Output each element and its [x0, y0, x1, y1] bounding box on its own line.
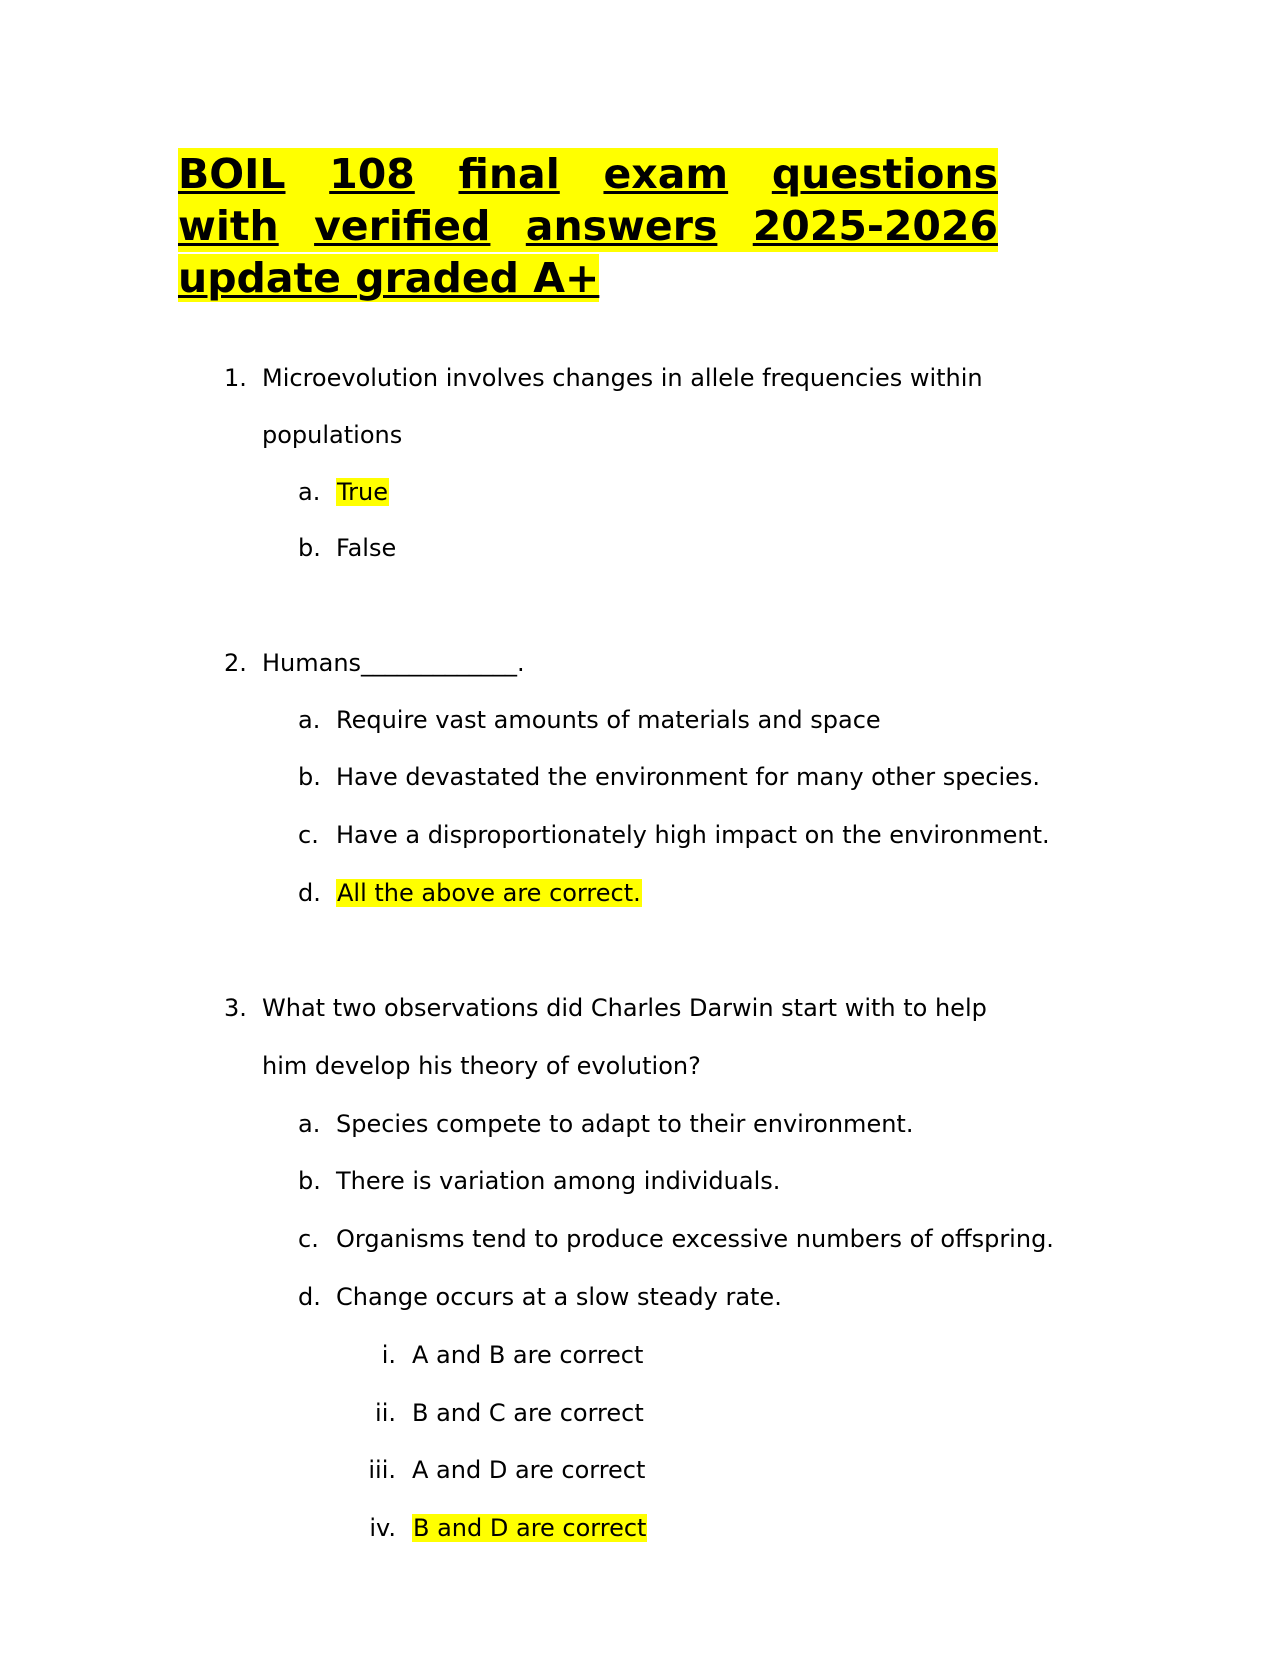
title-line-2	[178, 200, 998, 252]
option-text: False	[336, 534, 397, 562]
option-letter: b.	[298, 1167, 321, 1195]
suboption-text: B and C are correct	[412, 1399, 644, 1427]
suboption-numeral: iii.	[368, 1456, 396, 1484]
title-word: questions	[771, 150, 998, 198]
title-word: 2025-2026	[752, 202, 998, 250]
option-text: Species compete to adapt to their environment.	[336, 1110, 914, 1138]
option-letter: b.	[298, 534, 321, 562]
option-letter: a.	[298, 706, 321, 734]
question-text: him develop his theory of evolution?	[262, 1052, 701, 1080]
option-text: There is variation among individuals.	[336, 1167, 781, 1195]
option-text: Organisms tend to produce excessive numbers of offspring.	[336, 1225, 1054, 1253]
suboption-numeral: ii.	[375, 1399, 396, 1427]
option-letter: d.	[298, 879, 321, 907]
suboption-numeral: iv.	[369, 1514, 396, 1542]
title-word: exam	[603, 150, 729, 198]
title-word: verified	[314, 202, 491, 250]
question-number: 2.	[224, 649, 247, 677]
option-text: Change occurs at a slow steady rate.	[336, 1283, 782, 1311]
question-text: Humans_____________.	[262, 649, 525, 677]
title-word: BOIL	[178, 150, 286, 198]
question-number: 3.	[224, 994, 247, 1022]
document-title	[178, 148, 998, 304]
option-text: Have a disproportionately high impact on the environment.	[336, 821, 1050, 849]
title-word: final	[458, 150, 560, 198]
option-letter: a.	[298, 1110, 321, 1138]
option-text: Require vast amounts of materials and space	[336, 706, 881, 734]
option-text: Have devastated the environment for many other species.	[336, 763, 1041, 791]
option-letter: c.	[298, 1225, 319, 1253]
option-text-correct: True	[337, 478, 388, 506]
title-word: answers	[525, 202, 718, 250]
question-number: 1.	[224, 364, 247, 392]
title-word: 108	[329, 150, 415, 198]
title-line-3	[178, 252, 998, 304]
question-text: What two observations did Charles Darwin start with to help	[262, 994, 987, 1022]
option-text-correct: All the above are correct.	[337, 879, 641, 907]
question-text: Microevolution involves changes in allele frequencies within	[262, 364, 983, 392]
option-letter: b.	[298, 763, 321, 791]
option-letter: c.	[298, 821, 319, 849]
suboption-text-correct: B and D are correct	[413, 1514, 647, 1542]
question-text: populations	[262, 421, 403, 449]
option-letter: a.	[298, 478, 321, 506]
title-line-1	[178, 148, 998, 200]
option-letter: d.	[298, 1283, 321, 1311]
suboption-text: A and B are correct	[412, 1341, 644, 1369]
suboption-text: A and D are correct	[412, 1456, 646, 1484]
title-word: with	[178, 202, 279, 250]
title-text: update graded A+	[178, 254, 600, 302]
suboption-numeral: i.	[381, 1341, 396, 1369]
